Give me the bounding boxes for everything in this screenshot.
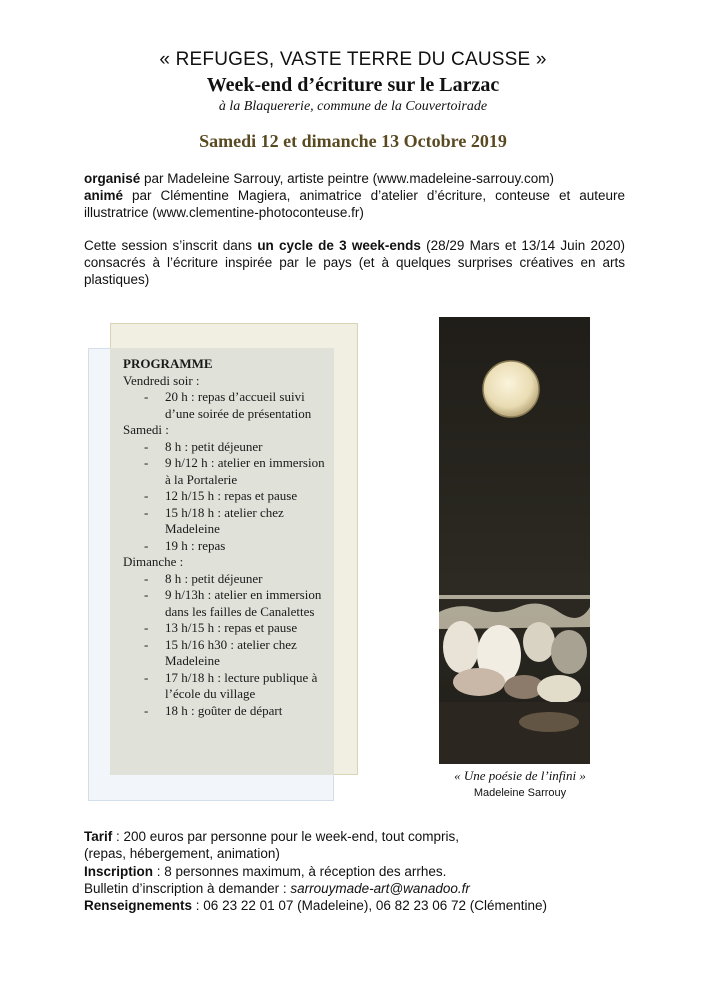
list-item: - 9 h/12 h : atelier en immersion à la Portalerie	[123, 455, 328, 488]
list-item: - 15 h/16 h30 : atelier chez Madeleine	[123, 637, 328, 670]
list-item: - 15 h/18 h : atelier chez Madeleine	[123, 505, 328, 538]
inscription-line	[84, 863, 625, 880]
renseignements-line	[84, 897, 625, 914]
location-line: à la Blaquererie, commune de la Couvertoirade	[218, 99, 488, 114]
day-friday: Vendredi soir :	[123, 372, 200, 388]
list-item: - 13 h/15 h : repas et pause	[123, 620, 328, 637]
bulletin-text: Bulletin d’inscription à demander :	[84, 880, 291, 896]
day-sunday: Dimanche :	[123, 554, 184, 569]
renseignements-label: Renseignements	[84, 898, 193, 914]
inscription-label: Inscription	[84, 863, 154, 879]
renseignements-text: : 06 23 22 01 07 (Madeleine), 06 82 23 06 72 (Clémentine)	[192, 898, 548, 914]
tarif-line	[84, 828, 625, 845]
cycle-bold: un cycle de 3 week-ends	[257, 238, 421, 253]
organisers-paragraph	[84, 170, 625, 221]
saturday-list	[123, 439, 328, 555]
cycle-paragraph	[84, 237, 625, 288]
programme-block	[123, 356, 328, 719]
friday-list	[123, 389, 328, 422]
event-dates: Samedi 12 et dimanche 13 Octobre 2019	[199, 131, 507, 151]
page-subtitle: Week-end d’écriture sur le Larzac	[206, 74, 500, 96]
cycle-before: Cette session s’inscrit dans	[84, 238, 258, 253]
organised-label: organisé	[84, 171, 141, 186]
tarif-detail: (repas, hébergement, animation)	[84, 846, 280, 862]
page-title: « REFUGES, VASTE TERRE DU CAUSSE »	[159, 49, 547, 70]
info-block	[84, 828, 625, 914]
animated-label: animé	[84, 188, 124, 203]
cycle-after: (28/29 Mars et 13/14 Juin 2020) consacrés à l’écriture inspirée par le pays (et à quelques surprises créatives en arts plastiques)	[84, 238, 625, 287]
painting-caption: « Une poésie de l’infini »	[454, 768, 586, 783]
list-item: - 19 h : repas	[123, 538, 328, 555]
list-item: - 12 h/15 h : repas et pause	[123, 488, 328, 505]
painting-artist: Madeleine Sarrouy	[473, 787, 567, 799]
list-item: - 8 h : petit déjeuner	[123, 439, 328, 456]
inscription-text: : 8 personnes maximum, à réception des arrhes.	[153, 863, 447, 879]
list-item: - 18 h : goûter de départ	[123, 703, 328, 720]
list-item: - 17 h/18 h : lecture publique à l’école du village	[123, 670, 328, 703]
list-item: - 9 h/13h : atelier en immersion dans les failles de Canalettes	[123, 587, 328, 620]
painting-image	[439, 317, 590, 764]
programme-title: PROGRAMME	[123, 356, 213, 371]
organised-text: par Madeleine Sarrouy, artiste peintre (www.madeleine-sarrouy.com)	[140, 171, 554, 186]
bulletin-email[interactable]: sarrouymade-art@wanadoo.fr	[290, 880, 470, 896]
day-saturday: Samedi :	[123, 422, 169, 437]
animated-text: par Clémentine Magiera, animatrice d’atelier d’écriture, conteuse et auteure illustratrice (www.clementine-photoconteuse.fr)	[84, 188, 625, 220]
sunday-list	[123, 571, 328, 720]
tarif-label: Tarif	[84, 829, 113, 844]
bulletin-line	[84, 880, 625, 897]
list-item: - 8 h : petit déjeuner	[123, 571, 328, 588]
tarif-text: : 200 euros par personne pour le week-end, tout compris,	[112, 829, 459, 844]
list-item: - 20 h : repas d’accueil suivi d’une soirée de présentation	[123, 389, 328, 422]
